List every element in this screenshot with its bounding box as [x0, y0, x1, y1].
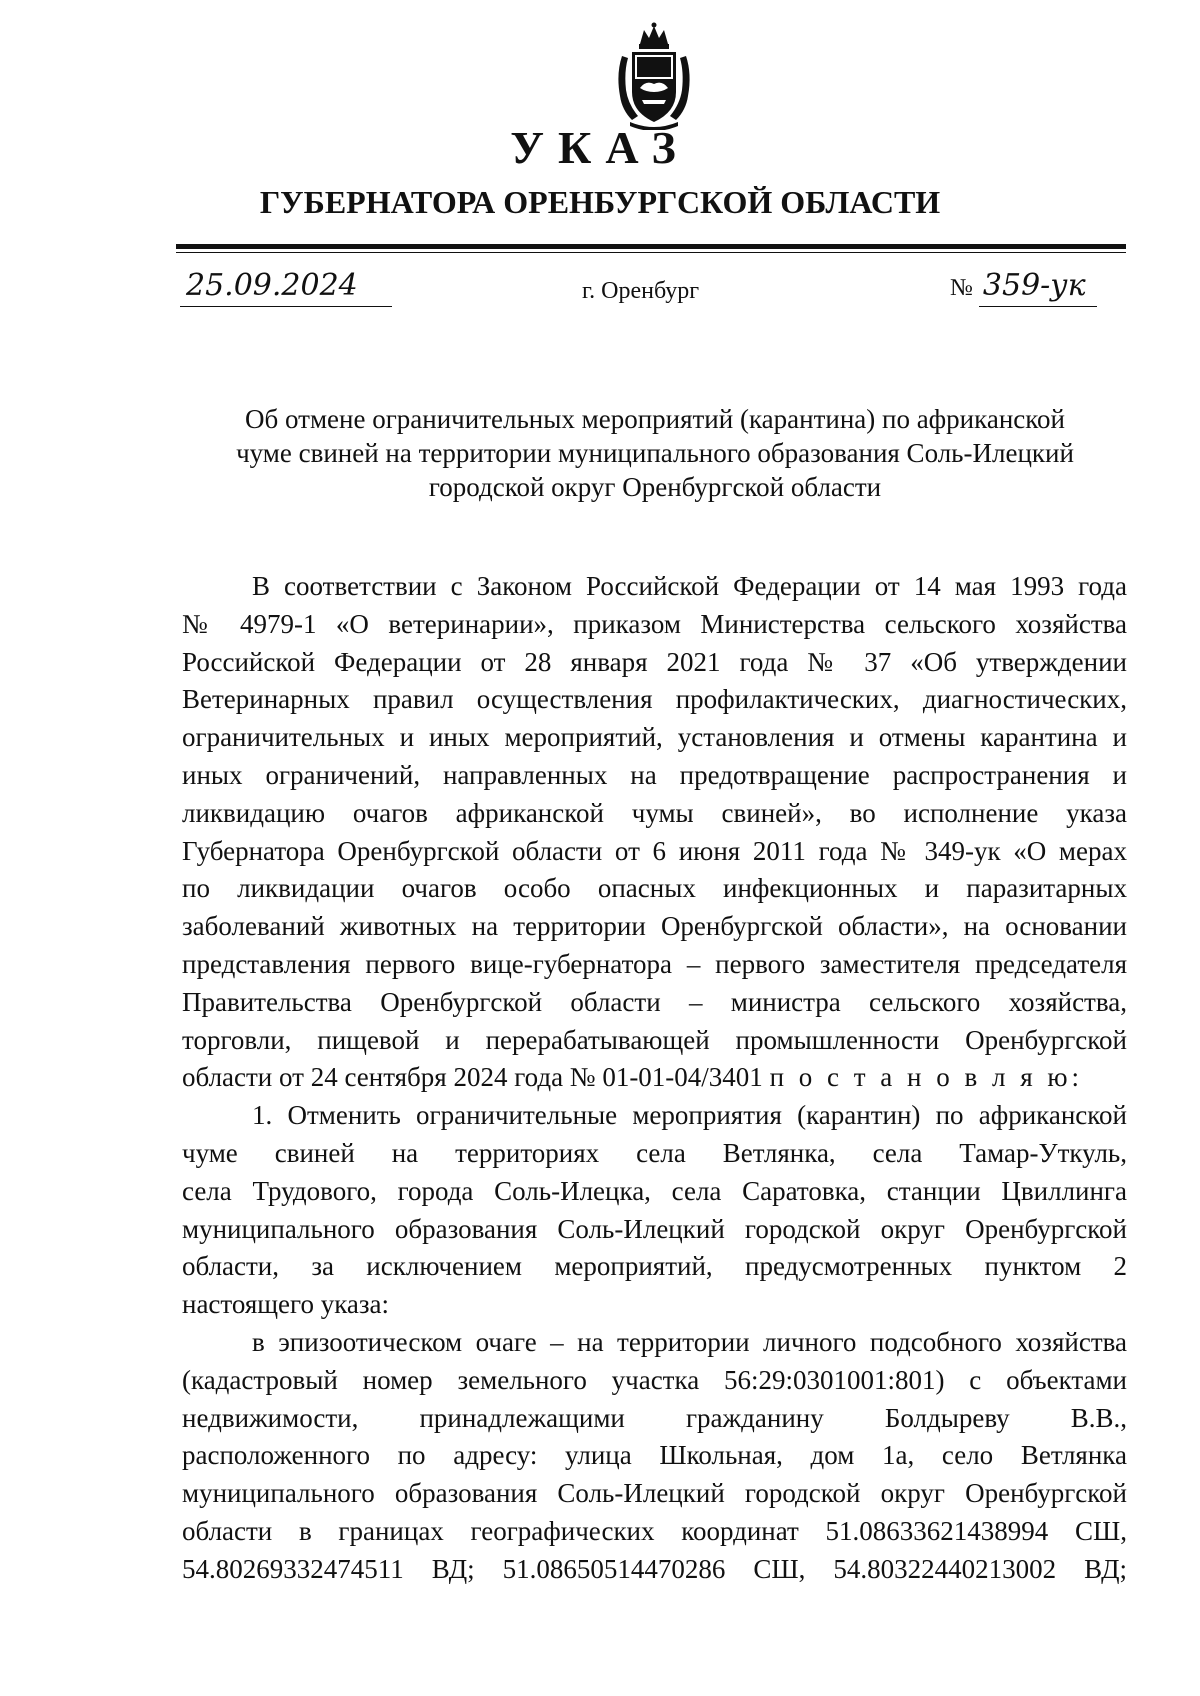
body-line: ликвидацию очагов африканской чумы свиней», во исполнение указа — [182, 797, 1127, 828]
body-line: муниципального образования Соль-Илецкий городской округ Оренбургской — [182, 1213, 1127, 1244]
body-line: недвижимости, принадлежащими гражданину Болдыреву В.В., — [182, 1402, 1127, 1433]
document-type-title: УКАЗ — [510, 122, 690, 173]
body-line: области, за исключением мероприятий, предусмотренных пунктом 2 — [182, 1251, 1127, 1282]
body-line: Ветеринарных правил осуществления профилактических, диагностических, — [182, 684, 1127, 715]
body-line: области в границах географических координат 51.08633621438994 СШ, — [182, 1515, 1127, 1546]
body-line: Правительства Оренбургской области – министра сельского хозяйства, — [182, 986, 1127, 1017]
header-rule-thin — [176, 252, 1126, 253]
document-city: г. Оренбург — [582, 278, 700, 304]
body-line: расположенного по адресу: улица Школьная, дом 1а, село Ветлянка — [182, 1440, 1127, 1471]
body-line: торговли, пищевой и перерабатывающей промышленности Оренбургской — [182, 1024, 1127, 1055]
header-rule-thick — [176, 244, 1126, 249]
body-line: Российской Федерации от 28 января 2021 года № 37 «Об утверждении — [182, 646, 1127, 677]
body-line: 1. Отменить ограничительные мероприятия (карантин) по африканской — [252, 1100, 1127, 1131]
body-line-text: области от 24 сентября 2024 года № 01-01-04/3401 — [182, 1062, 763, 1093]
document-heading — [180, 402, 1130, 504]
document-number-field — [950, 266, 1097, 306]
orenburg-coat-of-arms-icon — [612, 22, 696, 130]
document-number-label: № — [950, 275, 973, 301]
body-line: № 4979-1 «О ветеринарии», приказом Министерства сельского хозяйства — [182, 608, 1127, 639]
heading-line: городской округ Оренбургской области — [428, 472, 882, 502]
body-line: чуме свиней на территориях села Ветлянка, села Тамар-Уткуль, — [182, 1137, 1127, 1168]
document-date-field — [180, 266, 392, 307]
document-date: 25.09.2024 — [186, 268, 358, 303]
body-line: 54.80269332474511 ВД; 51.08650514470286 СШ, 54.80322440213002 ВД; — [182, 1553, 1127, 1584]
body-line: ограничительных и иных мероприятий, установления и отмены карантина и — [182, 722, 1127, 753]
heading-line: Об отмене ограничительных мероприятий (карантина) по африканской — [245, 404, 1065, 434]
body-line: иных ограничений, направленных на предотвращение распространения и — [182, 759, 1127, 790]
heading-line: чуме свиней на территории муниципального образования Соль-Илецкий — [236, 438, 1074, 468]
body-line: в эпизоотическом очаге – на территории личного подсобного хозяйства — [252, 1326, 1127, 1357]
body-line: В соответствии с Законом Российской Федерации от 14 мая 1993 года — [252, 571, 1127, 601]
body-line: села Трудового, города Соль-Илецка, села Саратовка, станции Цвиллинга — [182, 1175, 1127, 1206]
document-issuer: ГУБЕРНАТОРА ОРЕНБУРГСКОЙ ОБЛАСТИ — [259, 184, 941, 220]
document-number: 359-ук — [979, 266, 1097, 307]
decree-word: п о с т а н о в л я ю: — [769, 1062, 1084, 1093]
body-line: муниципального образования Соль-Илецкий городской округ Оренбургской — [182, 1478, 1127, 1509]
body-line: настоящего указа: — [182, 1289, 390, 1320]
body-line: Губернатора Оренбургской области от 6 июня 2011 года № 349-ук «О мерах — [182, 835, 1127, 866]
body-line: заболеваний животных на территории Оренбургской области», на основании — [182, 911, 1127, 942]
document-body — [182, 568, 1127, 1589]
body-line: (кадастровый номер земельного участка 56:29:0301001:801) с объектами — [182, 1364, 1127, 1395]
body-line-decree — [182, 1059, 1127, 1097]
body-line: представления первого вице-губернатора – первого заместителя председателя — [182, 948, 1127, 979]
body-line: по ликвидации очагов особо опасных инфекционных и паразитарных — [182, 873, 1127, 904]
